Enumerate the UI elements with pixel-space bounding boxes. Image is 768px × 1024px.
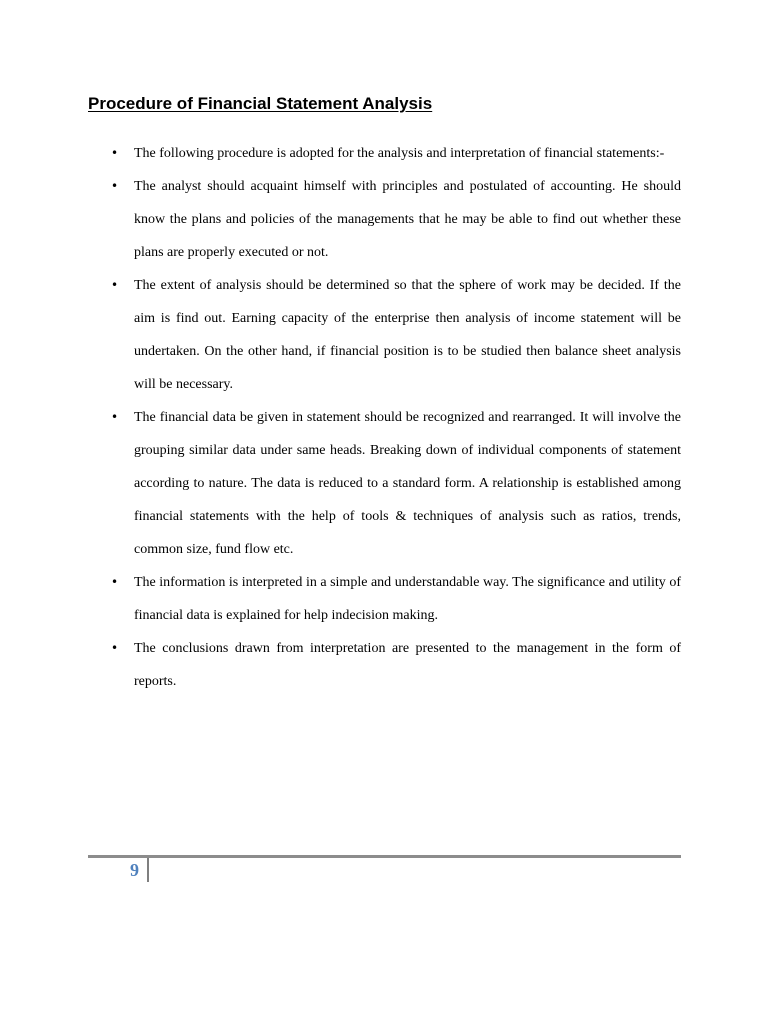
list-item-text: The analyst should acquaint himself with principles and postulated of accounting. He should know the plans and policies of the managements that he may be able to find out whether these plans are properly executed or not. — [134, 179, 681, 260]
list-item — [0, 566, 681, 632]
page-title: Procedure of Financial Statement Analysis — [88, 94, 433, 113]
list-item-text: The extent of analysis should be determined so that the sphere of work may be decided. If the aim is find out. Earning capacity of the enterprise then analysis of income statement will be undertaken. On the other hand, if financial position is to be studied then balance sheet analysis will be necessary. — [134, 278, 681, 392]
bullet-icon: • — [111, 575, 119, 589]
list-item — [0, 170, 681, 269]
bullet-icon: • — [111, 641, 119, 655]
list-item — [0, 632, 681, 698]
list-item-text: The following procedure is adopted for the analysis and interpretation of financial statements:- — [134, 146, 665, 161]
page-number: 9 — [130, 860, 139, 880]
bullet-icon: • — [111, 146, 119, 160]
list-item — [0, 269, 681, 401]
list-item-text: The information is interpreted in a simple and understandable way. The significance and utility of financial data is explained for help indecision making. — [134, 575, 681, 623]
bullet-icon: • — [111, 278, 119, 292]
list-item-text: The financial data be given in statement should be recognized and rearranged. It will involve the grouping similar data under same heads. Breaking down of individual components of statement according to nature. The data is reduced to a standard form. A relationship is established among financial statements with the help of tools & techniques of analysis such as ratios, trends, common size, fund flow etc. — [134, 410, 681, 557]
footer-divider — [88, 855, 681, 858]
page-number-separator — [147, 858, 149, 882]
list-item-text: The conclusions drawn from interpretation are presented to the management in the form of reports. — [134, 641, 681, 689]
procedure-list — [0, 137, 768, 698]
bullet-icon: • — [111, 410, 119, 424]
list-item — [0, 137, 681, 170]
list-item — [0, 401, 681, 566]
bullet-icon: • — [111, 179, 119, 193]
